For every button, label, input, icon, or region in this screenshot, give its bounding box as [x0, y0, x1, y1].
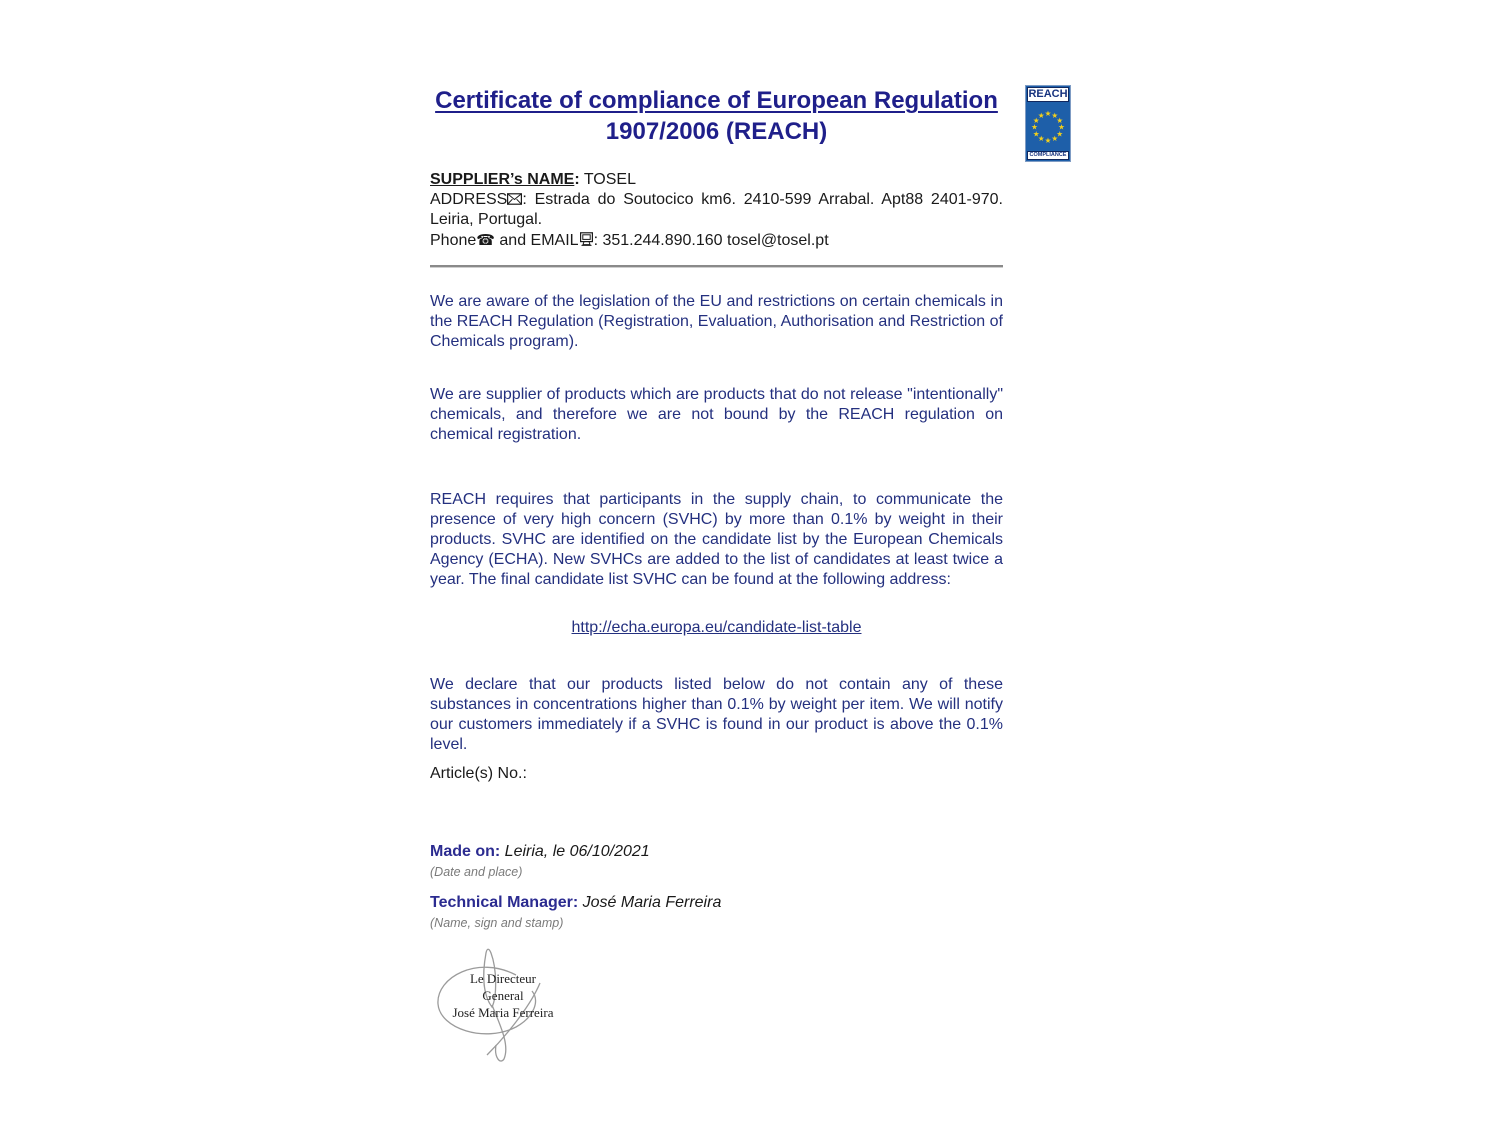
eu-star-icon: ★ [1051, 134, 1059, 144]
candidate-list-link[interactable]: http://echa.europa.eu/candidate-list-table [571, 619, 862, 636]
made-on-line [430, 842, 1003, 862]
signature-stamp-line2: José Maria Ferreira [452, 1005, 554, 1020]
technical-manager-value: José Maria Ferreira [578, 894, 722, 911]
certificate-title [430, 85, 1003, 147]
phone-icon: ☎ [476, 231, 495, 249]
eu-star-icon: ★ [1031, 122, 1038, 132]
eu-stars-icon [1026, 102, 1070, 152]
eu-star-icon: ★ [1032, 115, 1040, 125]
eu-star-icon: ★ [1058, 122, 1065, 132]
eu-star-icon: ★ [1051, 110, 1059, 120]
divider-rule [430, 265, 1003, 268]
supplier-name-colon: : [574, 171, 580, 188]
paragraph-reach-awareness: We are aware of the legislation of the EU and restrictions on certain chemicals in the REACH Regulation (Registration, Evaluation, Authorisation and Restriction of Chemicals program). [430, 293, 1003, 350]
reach-compliance-logo [1025, 85, 1071, 162]
signature-stamp-line1: Le Directeur General [469, 971, 537, 1003]
technical-manager-block [430, 893, 1003, 931]
reach-logo-compliance-label: COMPLIANCE [1027, 151, 1069, 160]
made-on-value: Leiria, le 06/10/2021 [500, 843, 650, 860]
paragraph-declaration: We declare that our products listed below do not contain any of these substances in concentrations higher than 0.1% by weight per item. We will notify our customers immediately if a SVHC is found in our product is above the 0.1% level. [430, 676, 1003, 753]
computer-icon [579, 232, 594, 246]
paragraph-svhc-requirements: REACH requires that participants in the supply chain, to communicate the presence of very high concern (SVHC) by more than 0.1% by weight in their products. SVHC are identified on the candidate list by the European Chemicals Agency (ECHA). New SVHCs are added to the list of candidates at least twice a year. The final candidate list SVHC can be found at the following address: [430, 491, 1003, 588]
reach-logo-label: REACH [1028, 88, 1068, 100]
contact-value: : 351.244.890.160 tosel@tosel.pt [593, 232, 829, 249]
email-label: and EMAIL [494, 232, 579, 249]
supplier-block [430, 170, 1003, 251]
candidate-list-link-line [430, 619, 1003, 637]
supplier-name-line [430, 170, 1003, 190]
envelope-icon [507, 193, 522, 205]
certificate-title-line1: Certificate of compliance of European Regulation [435, 87, 998, 114]
signature-stamp-text [448, 970, 558, 1021]
eu-star-icon: ★ [1032, 129, 1040, 139]
eu-star-icon: ★ [1044, 136, 1052, 145]
made-on-block [430, 842, 1003, 880]
eu-star-icon: ★ [1056, 115, 1064, 125]
technical-manager-line [430, 893, 1003, 913]
address-label: ADDRESS [430, 191, 508, 208]
technical-manager-label: Technical Manager: [430, 894, 579, 911]
eu-star-icon: ★ [1037, 110, 1045, 120]
certificate-title-line2: 1907/2006 (REACH) [605, 118, 828, 145]
address-value: : Estrada do Soutocico km6. 2410-599 Arrabal. Apt88 2401-970. Leiria, Portugal. [430, 191, 1003, 228]
made-on-caption: (Date and place) [430, 865, 523, 879]
eu-star-icon: ★ [1056, 129, 1064, 139]
supplier-name-label: SUPPLIER’s NAME [430, 171, 575, 188]
supplier-name-value: TOSEL [579, 171, 636, 188]
article-number-label: Article(s) No.: [430, 765, 527, 782]
eu-star-icon: ★ [1044, 109, 1052, 118]
supplier-contact-line [430, 230, 1003, 251]
technical-manager-caption: (Name, sign and stamp) [430, 916, 564, 930]
paragraph-supplier-statement: We are supplier of products which are products that do not release "intentionally" chemicals, and therefore we are not bound by the REACH regulation on chemical registration. [430, 386, 1003, 443]
supplier-address-line [430, 190, 1003, 230]
made-on-label: Made on: [430, 843, 501, 860]
phone-label: Phone [430, 232, 477, 249]
eu-star-icon: ★ [1037, 134, 1045, 144]
